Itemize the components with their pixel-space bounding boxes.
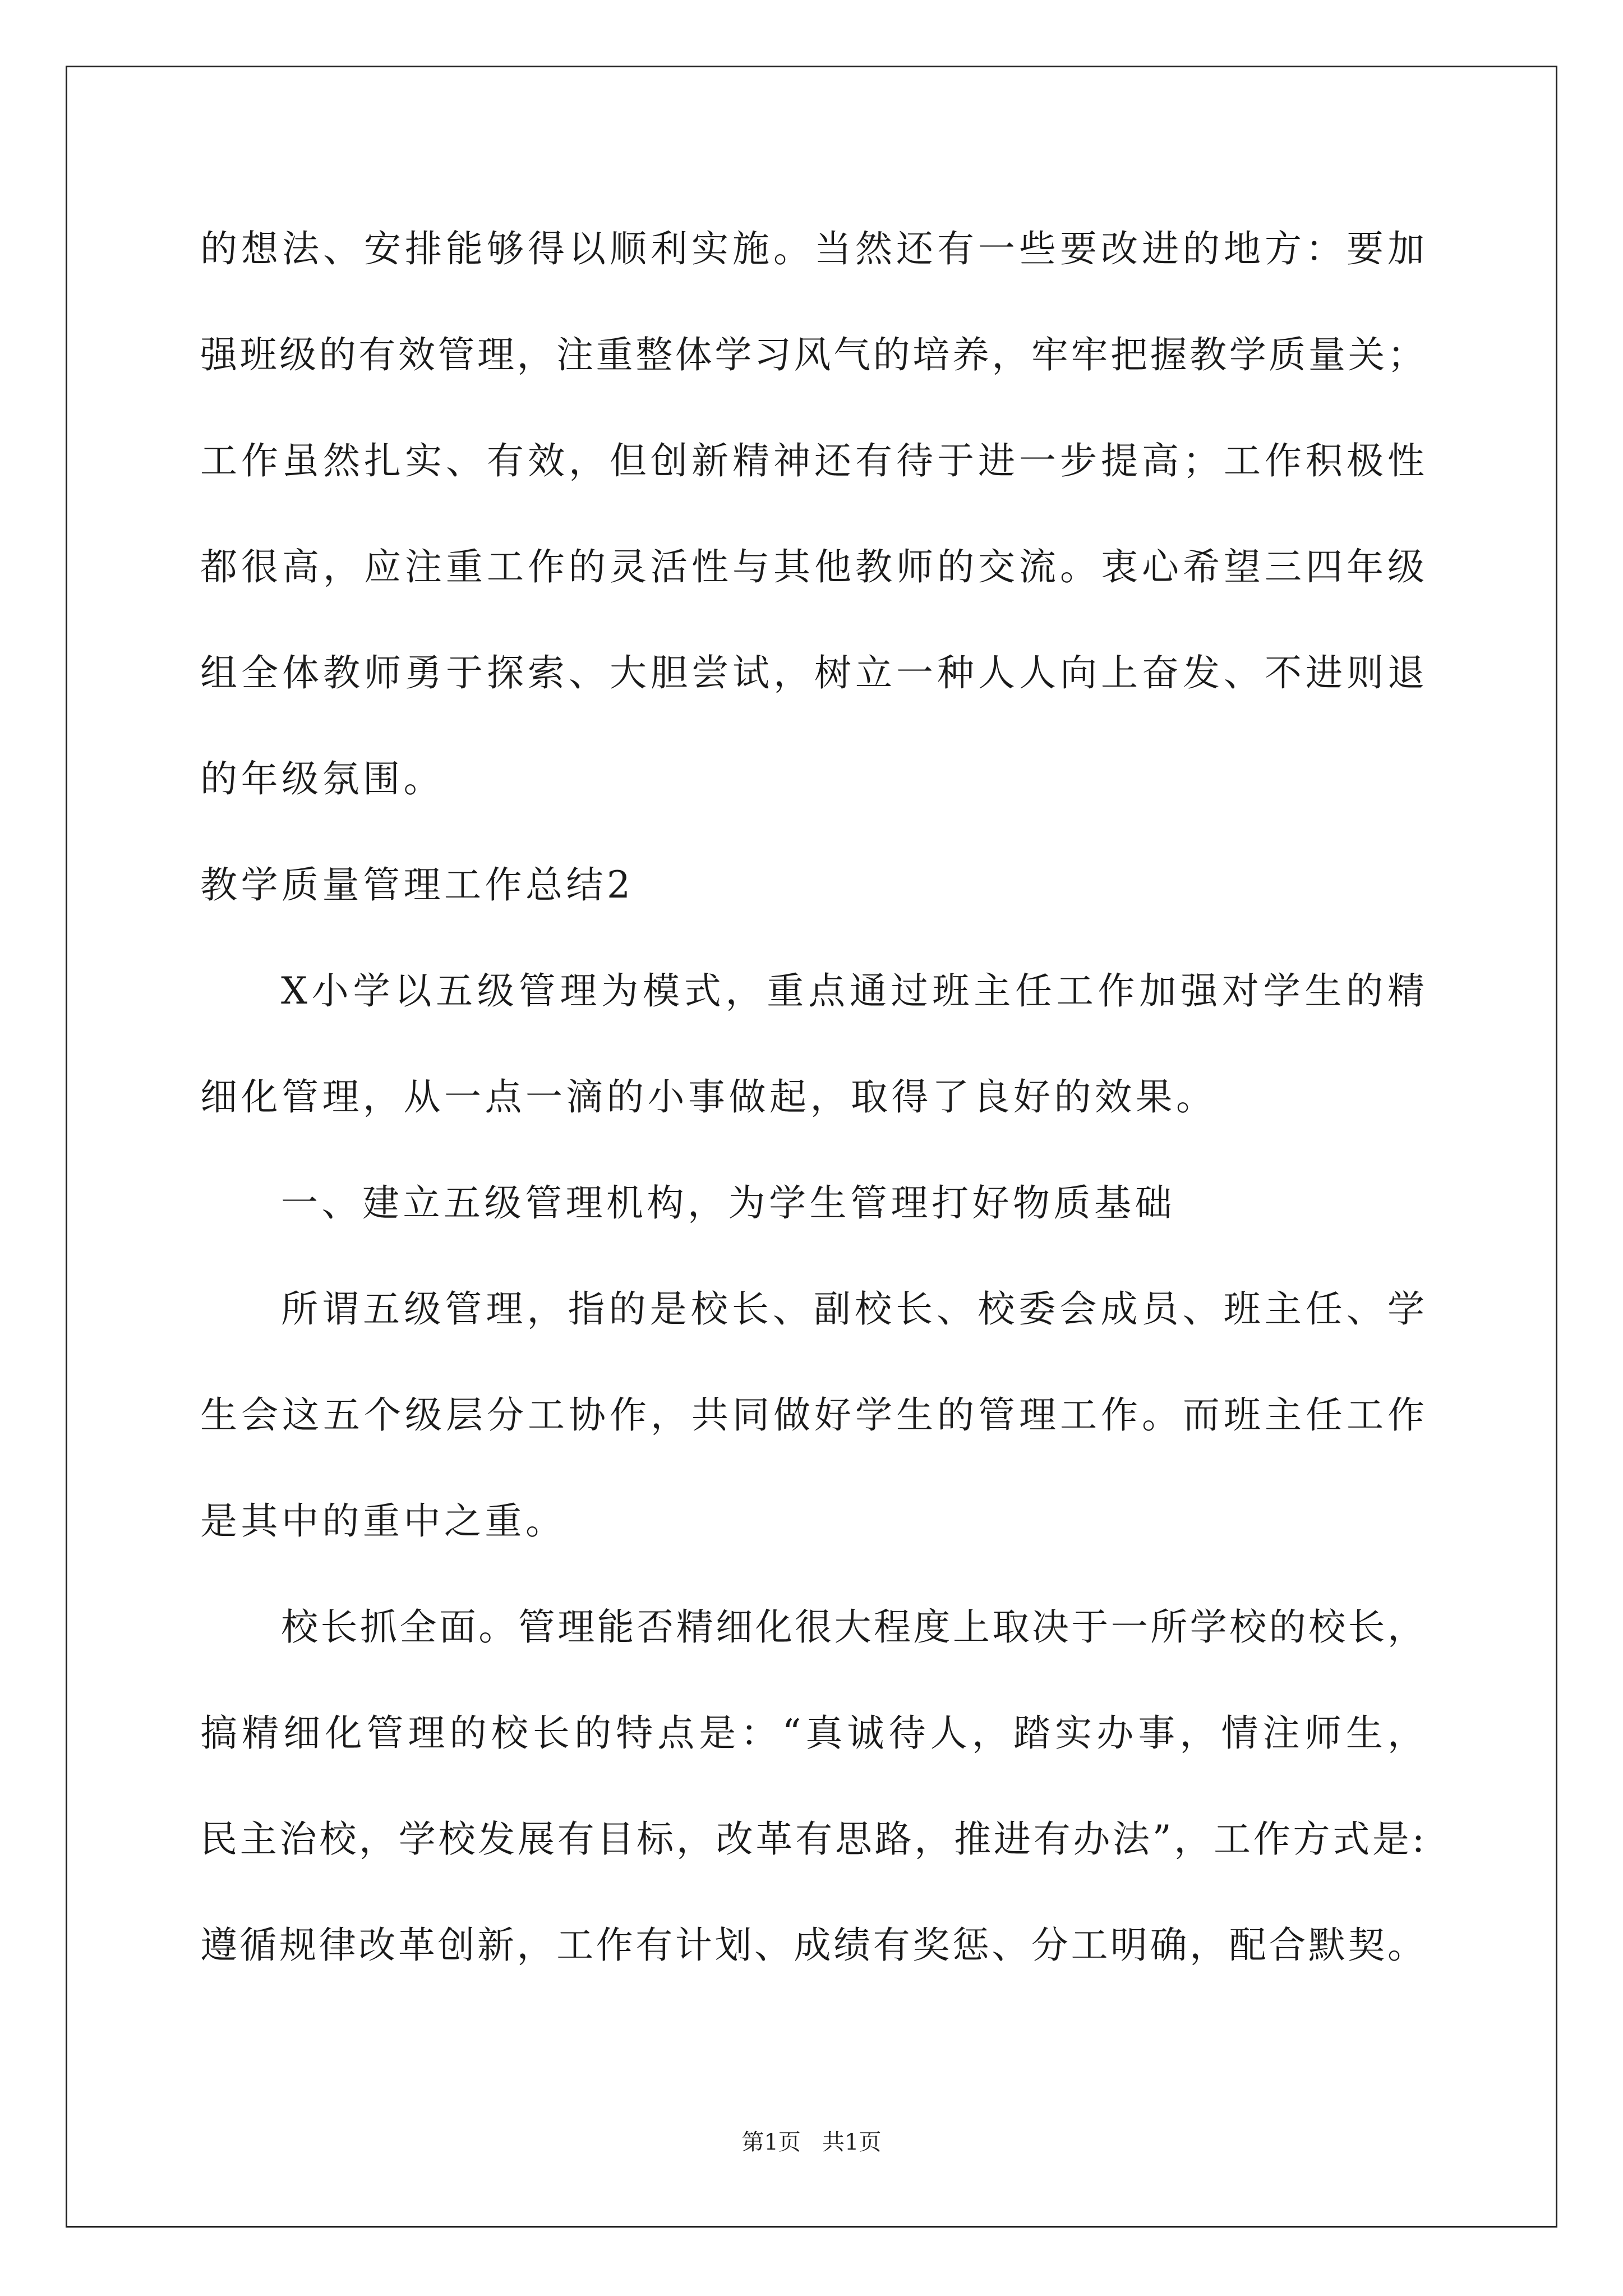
paragraph-line: 所谓五级管理，指的是校长、副校长、校委会成员、班主任、学 [281, 1287, 1424, 1331]
paragraph-line: X小学以五级管理为模式，重点通过班主任工作加强对学生的精 [281, 969, 1424, 1013]
paragraph-line: 的年级氛围。 [200, 757, 444, 800]
paragraph-line: 都很高，应注重工作的灵活性与其他教师的交流。衷心希望三四年级 [200, 545, 1424, 588]
subheading: 一、建立五级管理机构，为学生管理打好物质基础 [281, 1181, 1175, 1225]
paragraph-line: 是其中的重中之重。 [200, 1499, 566, 1543]
paragraph-line: 遵循规律改革创新，工作有计划、成绩有奖惩、分工明确，配合默契。 [200, 1924, 1424, 1967]
paragraph-line: 生会这五个级层分工协作，共同做好学生的管理工作。而班主任工作 [200, 1393, 1424, 1437]
paragraph-line: 工作虽然扎实、有效，但创新精神还有待于进一步提高；工作积极性 [200, 439, 1424, 482]
paragraph-line: 细化管理，从一点一滴的小事做起，取得了良好的效果。 [200, 1075, 1217, 1119]
paragraph-line: 的想法、安排能够得以顺利实施。当然还有一些要改进的地方：要加 [200, 227, 1424, 270]
paragraph-line: 强班级的有效管理，注重整体学习风气的培养，牢牢把握教学质量关； [200, 333, 1424, 376]
section-title: 教学质量管理工作总结2 [200, 863, 634, 907]
paragraph-line: 民主治校，学校发展有目标，改革有思路，推进有办法”，工作方式是: [200, 1818, 1424, 1861]
page-number-footer: 第1页 共1页 [741, 2129, 882, 2155]
page-body [200, 196, 1424, 1998]
paragraph-line: 组全体教师勇于探索、大胆尝试，树立一种人人向上奋发、不进则退 [200, 651, 1424, 694]
paragraph-line: 校长抓全面。管理能否精细化很大程度上取决于一所学校的校长， [281, 1605, 1424, 1649]
paragraph-line: 搞精细化管理的校长的特点是：“真诚待人，踏实办事，情注师生， [200, 1711, 1424, 1755]
